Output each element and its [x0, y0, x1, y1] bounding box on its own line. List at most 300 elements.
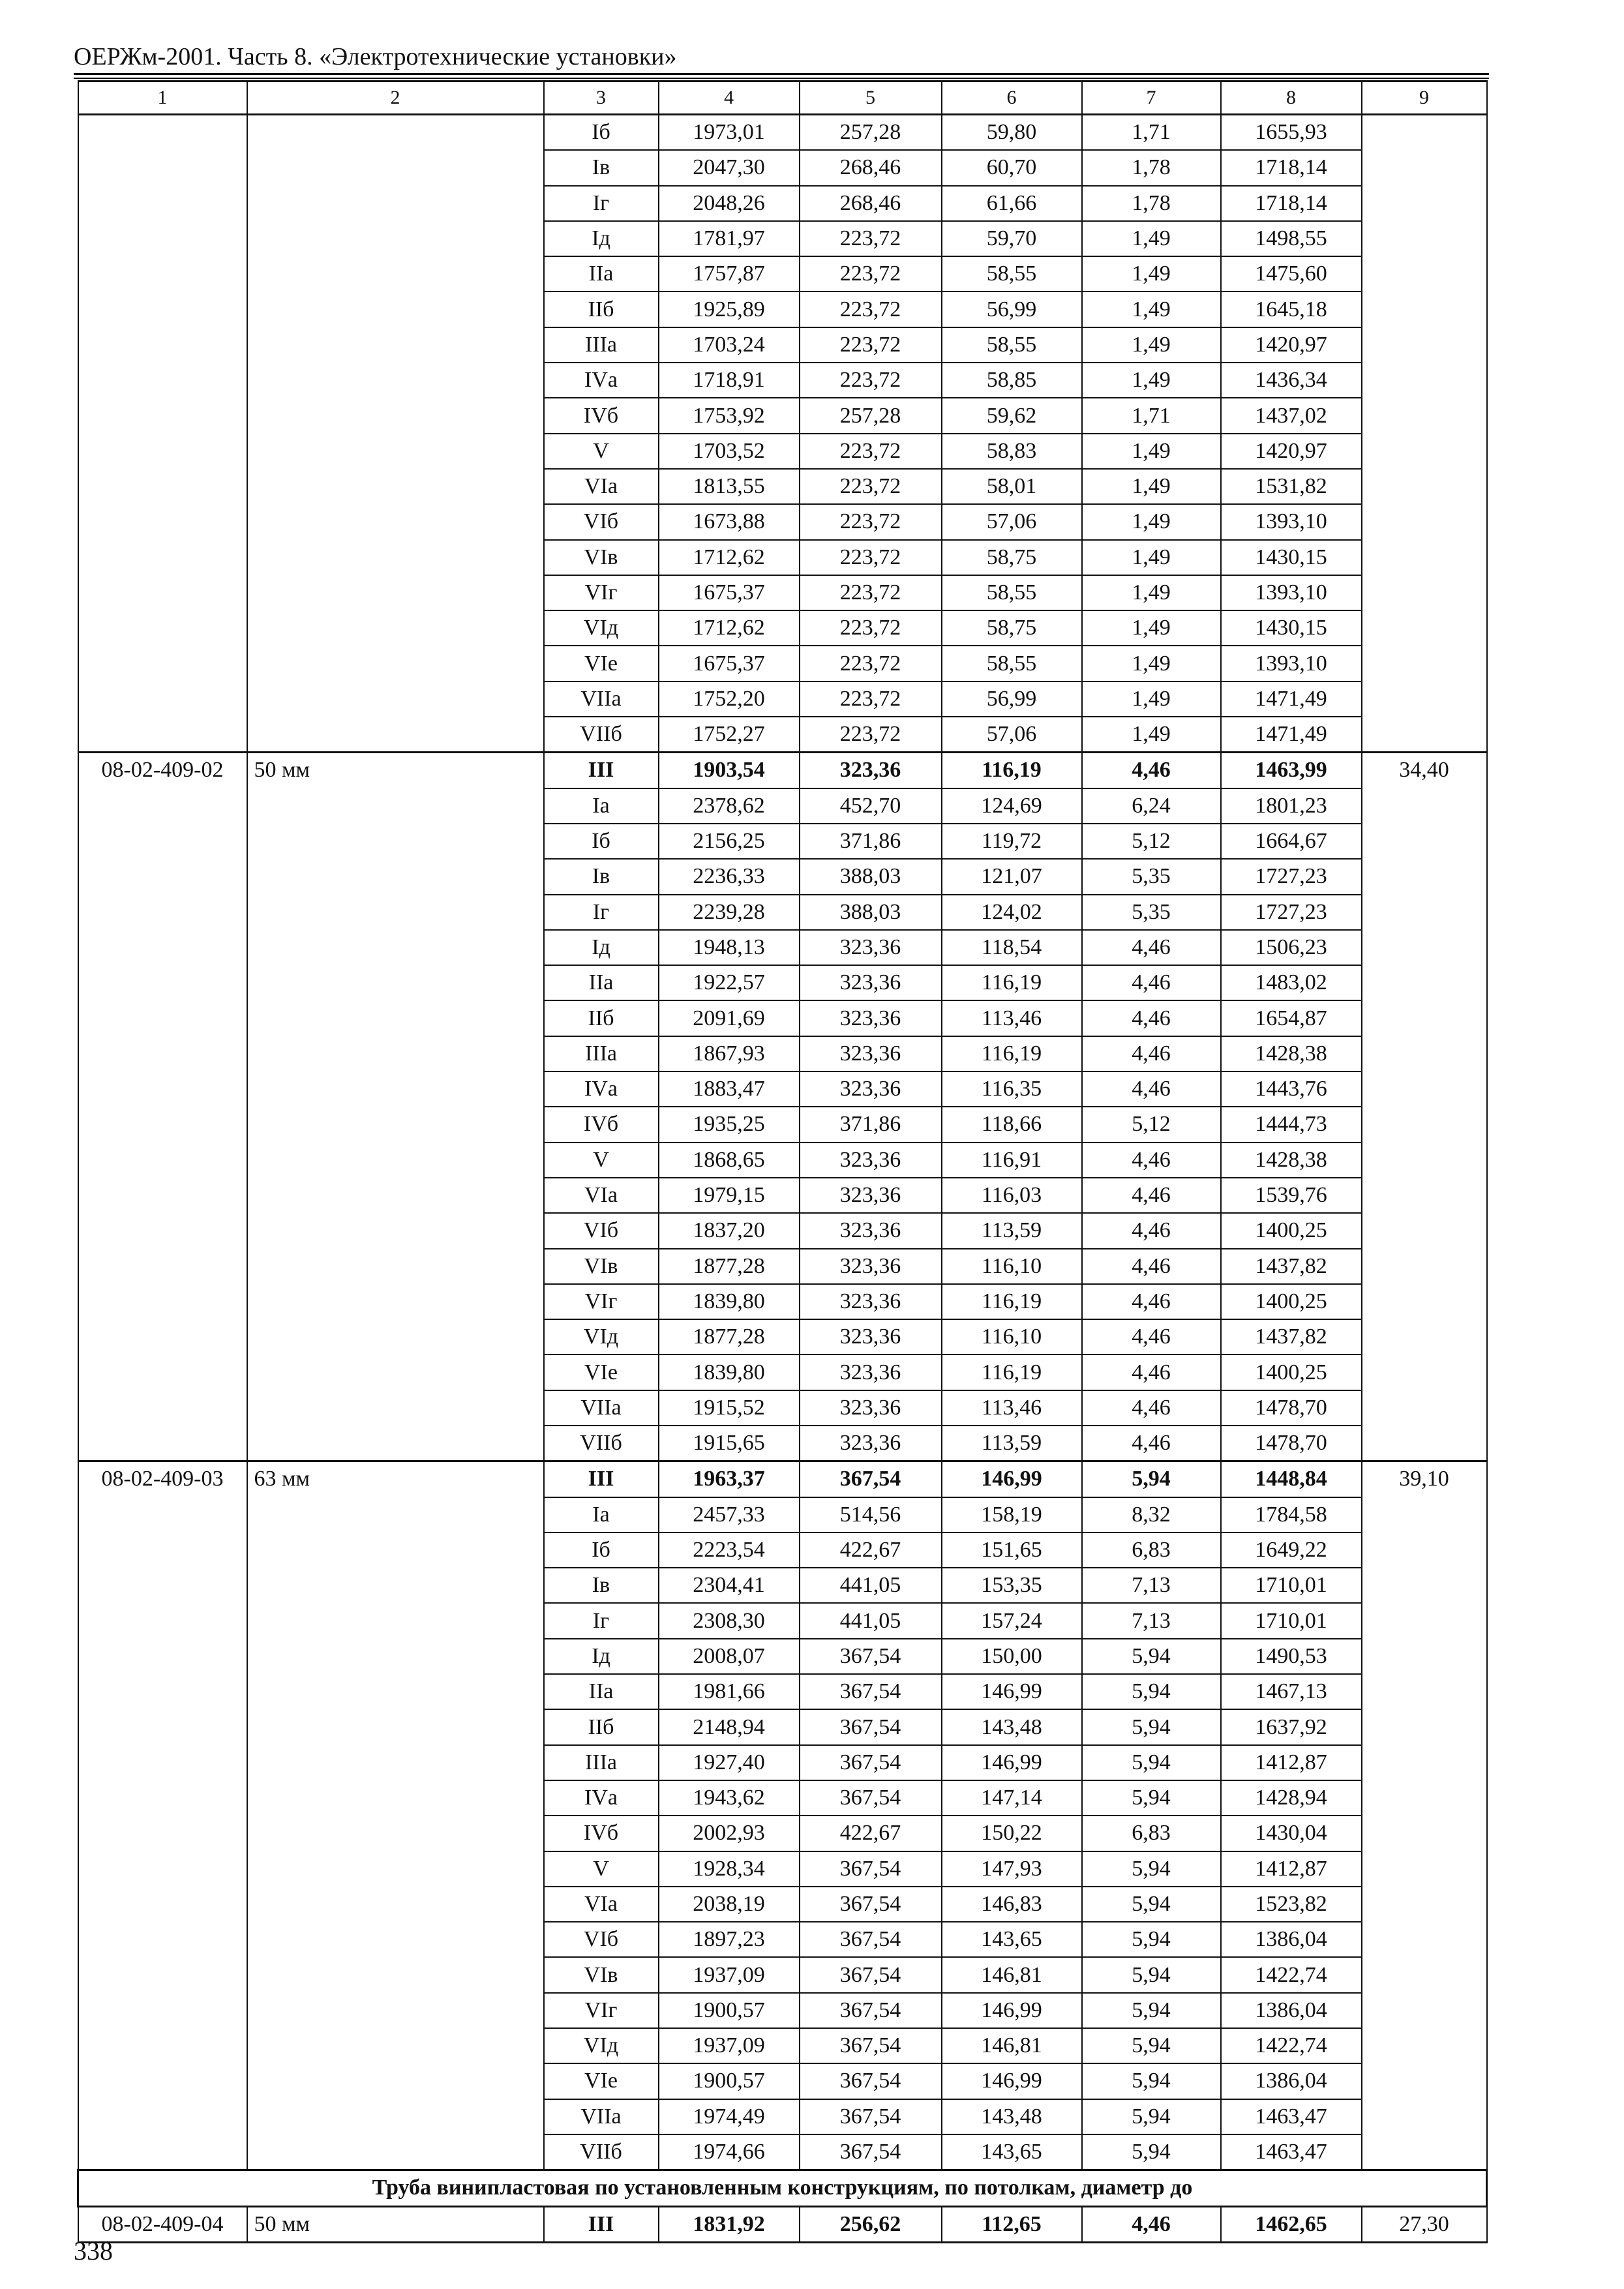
value-cell: 153,35 — [942, 1568, 1082, 1603]
value-cell: 1675,37 — [659, 575, 800, 610]
value-cell: 143,48 — [942, 2099, 1082, 2134]
value-cell: 58,55 — [942, 256, 1082, 292]
value-cell: 59,70 — [942, 221, 1082, 256]
value-cell: 367,54 — [800, 1674, 942, 1709]
value-cell: 323,36 — [800, 1249, 942, 1284]
value-cell: 124,02 — [942, 895, 1082, 930]
value-cell: 367,54 — [800, 1780, 942, 1816]
value-cell: 113,59 — [942, 1426, 1082, 1461]
value-cell: 367,54 — [800, 1639, 942, 1674]
value-cell: 1430,15 — [1221, 540, 1362, 575]
value-cell: 5,94 — [1082, 1922, 1221, 1957]
value-cell: 4,46 — [1082, 1143, 1221, 1178]
value-cell: 146,99 — [942, 1461, 1082, 1497]
column-header: 1 — [78, 82, 247, 115]
zone-cell: VIе — [544, 1354, 659, 1390]
zone-cell: VIд — [544, 2028, 659, 2063]
value-cell: 2308,30 — [659, 1603, 800, 1638]
value-cell: 1420,97 — [1221, 434, 1362, 469]
value-cell: 441,05 — [800, 1603, 942, 1638]
zone-cell: III — [544, 2206, 659, 2242]
value-cell: 1475,60 — [1221, 256, 1362, 292]
value-cell: 4,46 — [1082, 1390, 1221, 1426]
value-cell: 1727,23 — [1221, 859, 1362, 894]
value-cell: 2038,19 — [659, 1887, 800, 1922]
table-row — [78, 2206, 1487, 2242]
value-cell: 6,24 — [1082, 788, 1221, 824]
value-cell: 146,99 — [942, 1674, 1082, 1709]
pipe-diameter — [247, 115, 544, 753]
rate-code: 08-02-409-02 — [78, 753, 247, 1461]
value-cell: 1712,62 — [659, 610, 800, 646]
value-cell: 5,94 — [1082, 1674, 1221, 1709]
zone-cell: VIа — [544, 1178, 659, 1213]
value-cell: 1718,14 — [1221, 150, 1362, 185]
value-cell: 143,65 — [942, 1922, 1082, 1957]
value-cell: 56,99 — [942, 292, 1082, 327]
value-cell: 1463,47 — [1221, 2099, 1362, 2134]
value-cell: 2239,28 — [659, 895, 800, 930]
value-cell: 1839,80 — [659, 1354, 800, 1390]
value-cell: 257,28 — [800, 398, 942, 433]
value-cell: 147,14 — [942, 1780, 1082, 1816]
value-cell: 2156,25 — [659, 824, 800, 859]
value-cell: 223,72 — [800, 292, 942, 327]
zone-cell: Iг — [544, 1603, 659, 1638]
value-cell: 1703,52 — [659, 434, 800, 469]
value-cell: 5,35 — [1082, 859, 1221, 894]
value-cell: 1386,04 — [1221, 1922, 1362, 1957]
value-cell: 146,99 — [942, 1745, 1082, 1780]
value-cell: 1973,01 — [659, 115, 800, 151]
value-cell: 268,46 — [800, 150, 942, 185]
value-cell: 1877,28 — [659, 1249, 800, 1284]
value-cell: 1801,23 — [1221, 788, 1362, 824]
value-cell: 223,72 — [800, 363, 942, 398]
value-cell: 1753,92 — [659, 398, 800, 433]
zone-cell: VIв — [544, 540, 659, 575]
value-cell: 1428,38 — [1221, 1143, 1362, 1178]
value-cell: 5,94 — [1082, 1461, 1221, 1497]
value-cell: 118,54 — [942, 930, 1082, 965]
value-cell: 371,86 — [800, 1107, 942, 1142]
value-cell: 323,36 — [800, 1319, 942, 1354]
value-cell: 58,85 — [942, 363, 1082, 398]
zone-cell: IVб — [544, 1107, 659, 1142]
value-cell: 1393,10 — [1221, 646, 1362, 681]
value-cell: 5,94 — [1082, 2134, 1221, 2170]
value-cell: 4,46 — [1082, 965, 1221, 1000]
value-cell: 323,36 — [800, 965, 942, 1000]
value-cell: 1752,27 — [659, 717, 800, 753]
value-cell: 422,67 — [800, 1816, 942, 1851]
value-cell: 1948,13 — [659, 930, 800, 965]
value-cell: 112,65 — [942, 2206, 1082, 2242]
value-cell: 5,94 — [1082, 1851, 1221, 1887]
zone-cell: V — [544, 434, 659, 469]
value-cell: 1781,97 — [659, 221, 800, 256]
value-cell: 57,06 — [942, 717, 1082, 753]
value-cell: 1703,24 — [659, 327, 800, 363]
value-cell: 59,62 — [942, 398, 1082, 433]
value-cell: 1915,65 — [659, 1426, 800, 1461]
value-cell: 113,59 — [942, 1213, 1082, 1248]
value-cell: 1,49 — [1082, 221, 1221, 256]
value-cell: 5,12 — [1082, 1107, 1221, 1142]
value-cell: 1928,34 — [659, 1851, 800, 1887]
zone-cell: Iг — [544, 186, 659, 221]
value-cell: 1757,87 — [659, 256, 800, 292]
value-cell: 6,83 — [1082, 1816, 1221, 1851]
value-cell: 1,49 — [1082, 292, 1221, 327]
zone-cell: IIа — [544, 256, 659, 292]
value-cell: 367,54 — [800, 1745, 942, 1780]
value-cell: 422,67 — [800, 1533, 942, 1568]
value-cell: 118,66 — [942, 1107, 1082, 1142]
zone-cell: VIд — [544, 610, 659, 646]
value-cell: 143,65 — [942, 2134, 1082, 2170]
value-cell: 1467,13 — [1221, 1674, 1362, 1709]
column-header: 4 — [659, 82, 800, 115]
value-cell: 58,75 — [942, 540, 1082, 575]
value-cell: 2008,07 — [659, 1639, 800, 1674]
value-cell: 1718,91 — [659, 363, 800, 398]
value-cell: 1523,82 — [1221, 1887, 1362, 1922]
value-cell: 441,05 — [800, 1568, 942, 1603]
zone-cell: IIIа — [544, 1745, 659, 1780]
table-row — [78, 1461, 1487, 1497]
value-cell: 1,49 — [1082, 327, 1221, 363]
value-cell: 323,36 — [800, 1000, 942, 1036]
rate-code: 08-02-409-03 — [78, 1461, 247, 2170]
value-cell: 1675,37 — [659, 646, 800, 681]
value-cell: 1710,01 — [1221, 1603, 1362, 1638]
value-cell: 1490,53 — [1221, 1639, 1362, 1674]
table-body — [78, 82, 1487, 2243]
zone-cell: VIе — [544, 646, 659, 681]
value-cell: 1,49 — [1082, 256, 1221, 292]
value-cell: 1422,74 — [1221, 2028, 1362, 2063]
value-cell: 1443,76 — [1221, 1071, 1362, 1107]
value-cell: 2236,33 — [659, 859, 800, 894]
value-cell: 1883,47 — [659, 1071, 800, 1107]
value-cell: 1637,92 — [1221, 1709, 1362, 1744]
value-cell: 58,55 — [942, 646, 1082, 681]
value-cell: 119,72 — [942, 824, 1082, 859]
value-cell: 146,99 — [942, 2063, 1082, 2099]
value-cell: 61,66 — [942, 186, 1082, 221]
zone-cell: Iб — [544, 1533, 659, 1568]
pipe-diameter: 50 мм — [247, 753, 544, 1461]
value-cell: 1412,87 — [1221, 1745, 1362, 1780]
value-cell: 223,72 — [800, 575, 942, 610]
zone-cell: Iд — [544, 1639, 659, 1674]
value-cell: 4,46 — [1082, 1213, 1221, 1248]
value-cell: 151,65 — [942, 1533, 1082, 1568]
value-cell: 1444,73 — [1221, 1107, 1362, 1142]
value-cell: 1471,49 — [1221, 681, 1362, 717]
zone-cell: VIIа — [544, 681, 659, 717]
value-cell: 1897,23 — [659, 1922, 800, 1957]
zone-cell: VIв — [544, 1249, 659, 1284]
value-cell: 157,24 — [942, 1603, 1082, 1638]
value-cell: 4,46 — [1082, 1249, 1221, 1284]
value-cell: 1437,02 — [1221, 398, 1362, 433]
header-rule — [74, 73, 1489, 75]
value-cell: 5,94 — [1082, 2063, 1221, 2099]
zone-cell: VIг — [544, 575, 659, 610]
zone-cell: Iв — [544, 859, 659, 894]
zone-cell: III — [544, 753, 659, 788]
value-cell: 1531,82 — [1221, 469, 1362, 504]
value-cell: 1727,23 — [1221, 895, 1362, 930]
value-cell: 5,94 — [1082, 2099, 1221, 2134]
rate-code — [78, 115, 247, 753]
value-cell: 452,70 — [800, 788, 942, 824]
column-header: 9 — [1362, 82, 1487, 115]
value-cell: 323,36 — [800, 1178, 942, 1213]
value-cell: 223,72 — [800, 469, 942, 504]
value-cell: 1784,58 — [1221, 1497, 1362, 1533]
value-cell: 1483,02 — [1221, 965, 1362, 1000]
zone-cell: Iд — [544, 221, 659, 256]
value-cell: 5,94 — [1082, 1887, 1221, 1922]
value-cell: 367,54 — [800, 2134, 942, 2170]
value-cell: 367,54 — [800, 2028, 942, 2063]
value-cell: 1448,84 — [1221, 1461, 1362, 1497]
value-cell: 147,93 — [942, 1851, 1082, 1887]
zone-cell: VIв — [544, 1957, 659, 1992]
zone-cell: IIб — [544, 1000, 659, 1036]
value-cell: 1,49 — [1082, 434, 1221, 469]
value-cell: 371,86 — [800, 824, 942, 859]
zone-cell: Iг — [544, 895, 659, 930]
value-cell: 367,54 — [800, 1709, 942, 1744]
column-header-row — [78, 82, 1487, 115]
value-cell: 146,83 — [942, 1887, 1082, 1922]
value-cell: 323,36 — [800, 1143, 942, 1178]
page-number: 338 — [74, 2236, 113, 2266]
value-cell: 113,46 — [942, 1000, 1082, 1036]
value-cell: 146,99 — [942, 1993, 1082, 2028]
column-header: 5 — [800, 82, 942, 115]
value-cell: 116,19 — [942, 1036, 1082, 1071]
value-cell: 1539,76 — [1221, 1178, 1362, 1213]
value-cell: 1655,93 — [1221, 115, 1362, 151]
value-cell: 7,13 — [1082, 1603, 1221, 1638]
value-cell: 367,54 — [800, 1922, 942, 1957]
value-cell: 116,10 — [942, 1319, 1082, 1354]
column-header: 6 — [942, 82, 1082, 115]
value-cell: 1463,47 — [1221, 2134, 1362, 2170]
value-cell: 367,54 — [800, 1851, 942, 1887]
zone-cell: IVб — [544, 398, 659, 433]
value-cell: 4,46 — [1082, 1000, 1221, 1036]
value-cell: 323,36 — [800, 1284, 942, 1319]
zone-cell: IIа — [544, 965, 659, 1000]
value-cell: 5,94 — [1082, 1957, 1221, 1992]
value-cell: 4,46 — [1082, 2206, 1221, 2242]
value-cell: 1922,57 — [659, 965, 800, 1000]
value-cell: 4,46 — [1082, 1354, 1221, 1390]
value-cell: 1478,70 — [1221, 1390, 1362, 1426]
value-cell: 116,35 — [942, 1071, 1082, 1107]
value-cell: 1664,67 — [1221, 824, 1362, 859]
zone-cell: VIе — [544, 2063, 659, 2099]
value-cell: 1712,62 — [659, 540, 800, 575]
value-cell: 4,46 — [1082, 753, 1221, 788]
rate-code: 08-02-409-04 — [78, 2206, 247, 2242]
value-cell: 1,49 — [1082, 540, 1221, 575]
column-header: 3 — [544, 82, 659, 115]
value-cell: 5,94 — [1082, 1745, 1221, 1780]
zone-cell: IVа — [544, 1071, 659, 1107]
zone-cell: Iв — [544, 150, 659, 185]
value-cell: 146,81 — [942, 2028, 1082, 2063]
value-cell: 1654,87 — [1221, 1000, 1362, 1036]
value-cell: 2047,30 — [659, 150, 800, 185]
value-cell: 323,36 — [800, 1390, 942, 1426]
value-cell: 1673,88 — [659, 504, 800, 539]
value-cell: 143,48 — [942, 1709, 1082, 1744]
value-cell: 2148,94 — [659, 1709, 800, 1744]
zone-cell: VIб — [544, 1213, 659, 1248]
value-cell: 4,46 — [1082, 1319, 1221, 1354]
value-cell: 1436,34 — [1221, 363, 1362, 398]
zone-cell: IIIа — [544, 327, 659, 363]
value-cell: 56,99 — [942, 681, 1082, 717]
value-cell: 1877,28 — [659, 1319, 800, 1354]
value-cell: 5,94 — [1082, 1709, 1221, 1744]
value-cell: 6,83 — [1082, 1533, 1221, 1568]
value-cell: 4,46 — [1082, 930, 1221, 965]
value-cell: 1979,15 — [659, 1178, 800, 1213]
value-cell: 1710,01 — [1221, 1568, 1362, 1603]
value-cell: 323,36 — [800, 1213, 942, 1248]
value-cell: 4,46 — [1082, 1426, 1221, 1461]
value-cell: 1,49 — [1082, 363, 1221, 398]
value-cell: 1437,82 — [1221, 1249, 1362, 1284]
value-cell: 1927,40 — [659, 1745, 800, 1780]
value-cell: 1,49 — [1082, 681, 1221, 717]
value-cell: 223,72 — [800, 434, 942, 469]
value-cell: 1412,87 — [1221, 1851, 1362, 1887]
value-cell: 59,80 — [942, 115, 1082, 151]
value-cell: 8,32 — [1082, 1497, 1221, 1533]
value-cell: 223,72 — [800, 221, 942, 256]
value-cell: 1935,25 — [659, 1107, 800, 1142]
zone-cell: VIа — [544, 469, 659, 504]
value-cell: 116,19 — [942, 753, 1082, 788]
value-cell: 2048,26 — [659, 186, 800, 221]
value-cell: 223,72 — [800, 610, 942, 646]
pipe-diameter: 63 мм — [247, 1461, 544, 2170]
value-cell: 367,54 — [800, 1993, 942, 2028]
value-cell: 1,49 — [1082, 610, 1221, 646]
zone-cell: VIIб — [544, 1426, 659, 1461]
value-cell: 58,55 — [942, 575, 1082, 610]
value-cell: 4,46 — [1082, 1036, 1221, 1071]
col9-value: 27,30 — [1362, 2206, 1487, 2242]
value-cell: 116,10 — [942, 1249, 1082, 1284]
value-cell: 1,49 — [1082, 469, 1221, 504]
zone-cell: VIг — [544, 1284, 659, 1319]
zone-cell: V — [544, 1851, 659, 1887]
value-cell: 116,19 — [942, 965, 1082, 1000]
value-cell: 1645,18 — [1221, 292, 1362, 327]
zone-cell: Iв — [544, 1568, 659, 1603]
value-cell: 57,06 — [942, 504, 1082, 539]
value-cell: 1,49 — [1082, 575, 1221, 610]
value-cell: 323,36 — [800, 1354, 942, 1390]
value-cell: 5,35 — [1082, 895, 1221, 930]
zone-cell: III — [544, 1461, 659, 1497]
value-cell: 4,46 — [1082, 1178, 1221, 1213]
value-cell: 1478,70 — [1221, 1426, 1362, 1461]
value-cell: 1428,38 — [1221, 1036, 1362, 1071]
value-cell: 1837,20 — [659, 1213, 800, 1248]
value-cell: 1839,80 — [659, 1284, 800, 1319]
zone-cell: VIб — [544, 504, 659, 539]
value-cell: 1498,55 — [1221, 221, 1362, 256]
value-cell: 223,72 — [800, 646, 942, 681]
zone-cell: V — [544, 1143, 659, 1178]
zone-cell: Iа — [544, 788, 659, 824]
value-cell: 1,49 — [1082, 717, 1221, 753]
value-cell: 367,54 — [800, 1957, 942, 1992]
col9-value: 34,40 — [1362, 753, 1487, 1461]
value-cell: 58,55 — [942, 327, 1082, 363]
value-cell: 1430,15 — [1221, 610, 1362, 646]
value-cell: 2304,41 — [659, 1568, 800, 1603]
zone-cell: Iа — [544, 1497, 659, 1533]
value-cell: 1386,04 — [1221, 1993, 1362, 2028]
zone-cell: IIб — [544, 292, 659, 327]
zone-cell: VIIб — [544, 2134, 659, 2170]
value-cell: 1649,22 — [1221, 1533, 1362, 1568]
value-cell: 1915,52 — [659, 1390, 800, 1426]
value-cell: 223,72 — [800, 256, 942, 292]
rates-table — [77, 80, 1488, 2243]
value-cell: 1,71 — [1082, 398, 1221, 433]
value-cell: 113,46 — [942, 1390, 1082, 1426]
value-cell: 1,78 — [1082, 150, 1221, 185]
zone-cell: VIа — [544, 1887, 659, 1922]
value-cell: 367,54 — [800, 1887, 942, 1922]
value-cell: 5,94 — [1082, 1993, 1221, 2028]
value-cell: 1400,25 — [1221, 1354, 1362, 1390]
value-cell: 116,03 — [942, 1178, 1082, 1213]
value-cell: 1937,09 — [659, 1957, 800, 1992]
table-row — [78, 753, 1487, 788]
value-cell: 1422,74 — [1221, 1957, 1362, 1992]
zone-cell: VIб — [544, 1922, 659, 1957]
value-cell: 1974,49 — [659, 2099, 800, 2134]
value-cell: 121,07 — [942, 859, 1082, 894]
value-cell: 1981,66 — [659, 1674, 800, 1709]
value-cell: 158,19 — [942, 1497, 1082, 1533]
column-header: 8 — [1221, 82, 1362, 115]
value-cell: 2223,54 — [659, 1533, 800, 1568]
value-cell: 388,03 — [800, 859, 942, 894]
zone-cell: VIIа — [544, 2099, 659, 2134]
value-cell: 58,75 — [942, 610, 1082, 646]
value-cell: 2378,62 — [659, 788, 800, 824]
value-cell: 1868,65 — [659, 1143, 800, 1178]
value-cell: 1462,65 — [1221, 2206, 1362, 2242]
value-cell: 116,19 — [942, 1354, 1082, 1390]
value-cell: 5,94 — [1082, 2028, 1221, 2063]
